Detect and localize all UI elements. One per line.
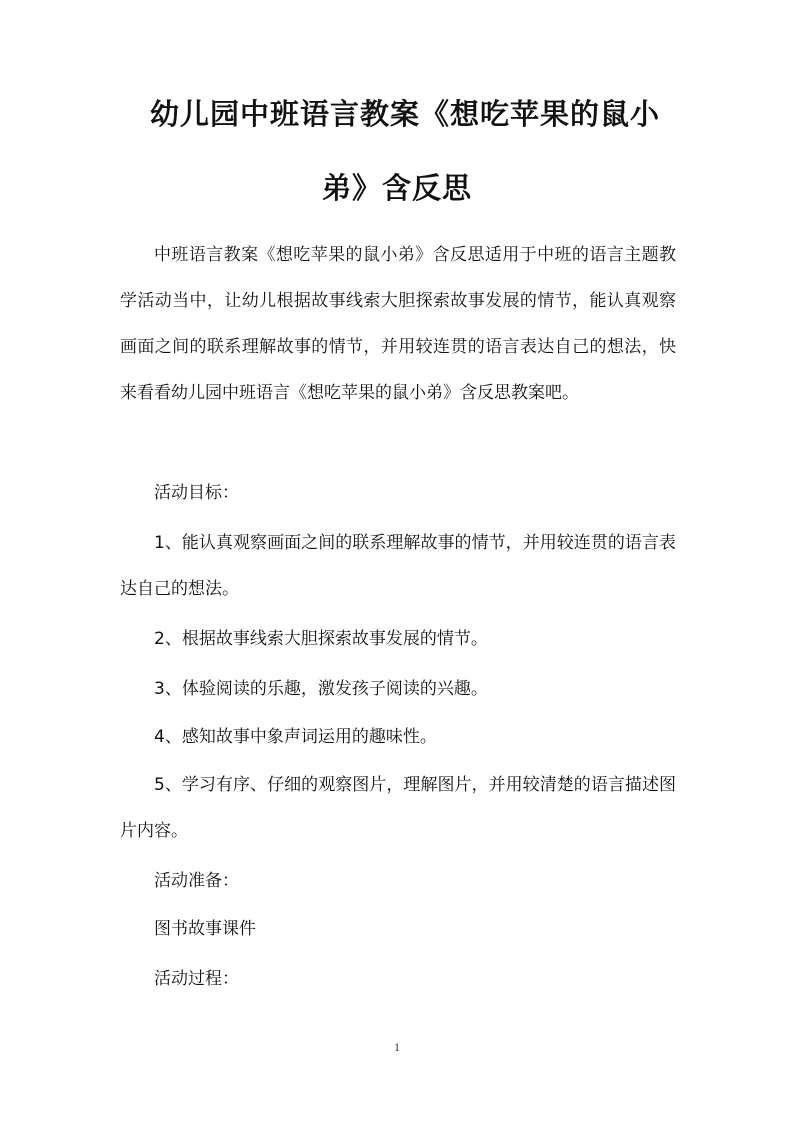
section-heading-goals: 活动目标： bbox=[154, 483, 239, 503]
goal-item: 2、根据故事线索大胆探索故事发展的情节。 bbox=[154, 629, 488, 649]
goal-item: 3、体验阅读的乐趣，激发孩子阅读的兴趣。 bbox=[154, 679, 488, 699]
document-title-line-1: 幼儿园中班语言教案《想吃苹果的鼠小 bbox=[150, 97, 661, 131]
preparation-text: 图书故事课件 bbox=[154, 919, 256, 939]
goal-item: 5、学习有序、仔细的观察图片，理解图片，并用较清楚的语言描述图片内容。 bbox=[120, 775, 676, 841]
section-heading-process: 活动过程： bbox=[154, 969, 239, 989]
section-heading-preparation: 活动准备： bbox=[154, 871, 239, 891]
intro-paragraph: 中班语言教案《想吃苹果的鼠小弟》含反思适用于中班的语言主题教学活动当中，让幼儿根据故事线索大胆探索故事发展的情节，能认真观察画面之间的联系理解故事的情节，并用较连贯的语言表达自己的想法，快来看看幼儿园中班语言《想吃苹果的鼠小弟》含反思教案吧。 bbox=[120, 245, 676, 403]
page-number: 1 bbox=[394, 1040, 400, 1054]
goal-item: 4、感知故事中象声词运用的趣味性。 bbox=[154, 727, 437, 747]
goal-item: 1、能认真观察画面之间的联系理解故事的情节，并用较连贯的语言表达自己的想法。 bbox=[120, 533, 676, 599]
document-title-line-2: 弟》含反思 bbox=[321, 171, 472, 205]
